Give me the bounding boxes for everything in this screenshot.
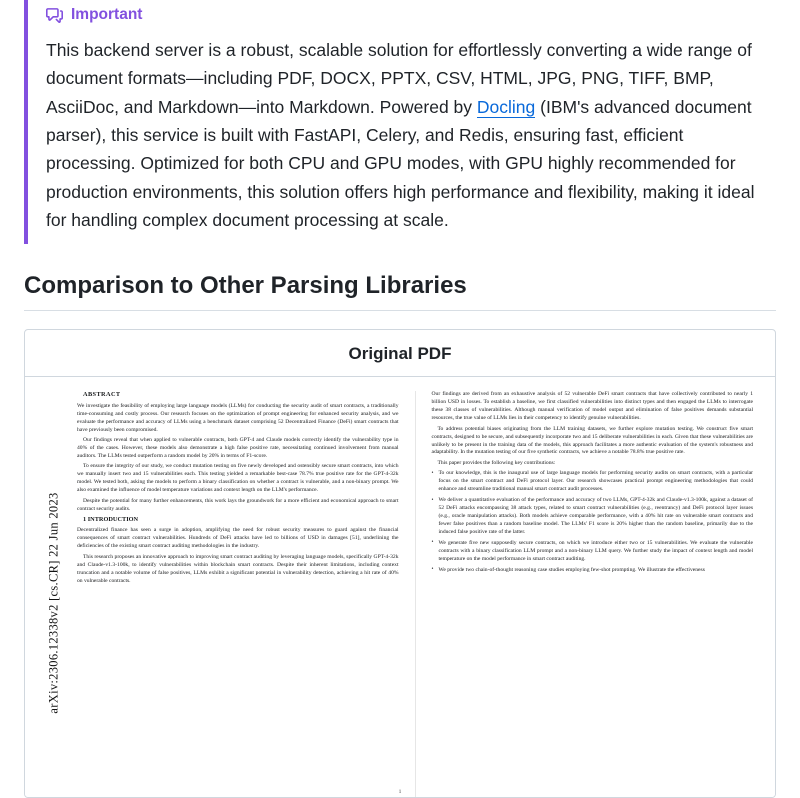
callout-text-before-link: This backend server is a robust, scalable solution for effortlessly converting a wide range of document formats—including PDF, DOCX, PPTX, CSV, HTML, JPG, PNG, TIFF, BMP, AsciiDoc, and Markdown—into Markdown. Powered by: [46, 40, 752, 117]
list-item: • We provide two chain-of-thought reasoning case studies employing few-shot prompting. We illustrate the effectiveness: [431, 567, 753, 575]
list-item: • We deliver a quantitative evaluation of the performance and accuracy of two LLMs, GPT-4-32k and Claude-v1.3-100k, against a dataset of 52 DeFi attacks encompassing 38 attack types, related to smart contract vulnerabilities (e.g., reentrancy) and DeFi protocol layer issues (e.g., oracle manipulation attacks). Both models achieve comparable performance, with a 40% hit rate on vulnerable smart contracts and fewer false positives than a random baseline model. The LLMs' F1 score is 20% higher than the random baseline, primarily due to the induced false positive rate of the latter.: [431, 497, 753, 537]
callout-text-after-link: (IBM's advanced document parser), this service is built with FastAPI, Celery, and Redis, ensuring fast, efficient processing. Optimized for both CPU and GPU modes, with GPU highly recommended for production environments, this solution offers high performance and flexibility, making it ideal for handling complex document processing at scale.: [46, 96, 755, 231]
important-callout: [24, 0, 774, 244]
callout-text: [46, 36, 774, 234]
pdf-page-number: 1: [398, 790, 402, 796]
docling-link[interactable]: Docling: [476, 96, 536, 117]
introduction-heading: 1 INTRODUCTION: [83, 516, 139, 524]
contributions-paragraph: Our findings are derived from an exhaustive analysis of 52 vulnerable DeFi smart contracts that have collectively contributed to nearly 1 billion USD in losses. To establish a baseline, we first classified vulnerabilities into distinct types and then engaged the LLMs to interrogate these 38 classes of vulnerabilities. Although manual verification of model output and elimination of false positives demands substantial resources, the true value of LLMs lies in their competency to identify genuine vulnerabilities.: [431, 391, 754, 422]
original-pdf-card: [24, 329, 776, 798]
page-title: Comparison to Other Parsing Libraries: [24, 272, 467, 300]
contributions-paragraph: This paper provides the following key contributions:: [437, 459, 556, 466]
pdf-left-column: [77, 391, 399, 797]
list-item: • To our knowledge, this is the inaugural use of large language models for performing security audits on smart contracts, with a particular focus on the smart contract and DeFi protocol layer. Our research showcases practical prompt engineering methodologies that could enhance and streamline traditional manual smart contract audit processes.: [431, 470, 753, 494]
arxiv-stamp-text: arXiv:2306.12338v2 [cs.CR] 22 Jun 2023: [46, 491, 61, 714]
list-item: • We generate five new supposedly secure contracts, on which we introduce either two or 15 vulnerabilities. We evaluate the vulnerable contracts with a binary classification LLM prompt and a non-binary LLM query. We further study the impact of context length and model temperature on the model performance in smart contract auditing.: [431, 540, 753, 564]
abstract-paragraph: To ensure the integrity of our study, we conduct mutation testing on five newly developed and ostensibly secure smart contracts, into which we manually insert two and 15 vulnerabilities each. This testing yielded a remarkable best-case 78.7% true positive rate for the GPT-4-32k model. We tested both, asking the models to perform a binary classification on whether a contract is vulnerable, and a non-binary prompt. We also examined the influence of model temperature variations and context length on the LLM's performance.: [77, 463, 399, 494]
callout-label: Important: [71, 6, 143, 23]
arxiv-stamp: [41, 391, 67, 797]
contributions-list: [431, 470, 753, 574]
abstract-paragraph: Despite the potential for many further enhancements, this work lays the groundwork for a more efficient and economical approach to smart contract security audits.: [77, 497, 399, 512]
abstract-heading: ABSTRACT: [83, 391, 121, 399]
abstract-paragraph: Our findings reveal that when applied to vulnerable contracts, both GPT-4 and Claude models correctly identify the vulnerability type in 40% of the cases. However, these models also demonstrate a high false positive rate, necessitating continued involvement from manual auditors. The LLMs tested outperform a random model by 20% in terms of F1-score.: [77, 437, 399, 459]
contributions-paragraph: To address potential biases originating from the LLM training datasets, we further explore mutation testing. We construct five smart contracts, designed to be secure, and subsequently incorporate two and 15 deliberate vulnerabilities in each. Given that these vulnerabilities are unlikely to be present in the training data of the models, this approach facilitates a more authentic evaluation of the system's robustness and adaptability. In the mutation testing of our five synthetic contracts, we achieve a notable 78.8% true positive rate.: [431, 425, 754, 456]
pdf-page-preview: [25, 377, 775, 797]
pdf-columns: [67, 391, 759, 797]
abstract-paragraph: We investigate the feasibility of employing large language models (LLMs) for conducting the security audit of smart contracts, a traditionally time-consuming and costly process. Our research focuses on the optimization of prompt engineering for enhanced security analysis, and we evaluate the performance and accuracy of LLMs using a benchmark dataset comprising 52 Decentralized Finance (DeFi) smart contracts that have previously been compromised.: [77, 402, 399, 433]
introduction-paragraph: This research proposes an innovative approach to improving smart contract auditing by leveraging language models, specifically GPT-4-32k and Claude-v1.3-100k, to identify vulnerabilities within blockchain smart contracts. Despite their inherent limitations, including context truncation and a notable volume of false positives, LLMs exhibit a significant potential in vulnerability detection, achieving a hit rate of 40% on vulnerable contracts.: [77, 553, 399, 584]
pdf-right-column: [431, 391, 753, 797]
callout-header: [46, 6, 774, 24]
comment-discussion-icon: [46, 7, 63, 24]
column-divider: [415, 391, 416, 797]
pdf-card-title: Original PDF: [25, 330, 775, 377]
introduction-paragraph: Decentralized finance has seen a surge in adoption, amplifying the need for robust security measures to guard against the financial consequences of smart contract vulnerabilities. Hundreds of DeFi attacks have led to billions of USD in damages [51], underlining the deficiencies of the existing smart contract auditing methodologies in the industry.: [77, 527, 399, 550]
heading-divider: [24, 310, 776, 311]
